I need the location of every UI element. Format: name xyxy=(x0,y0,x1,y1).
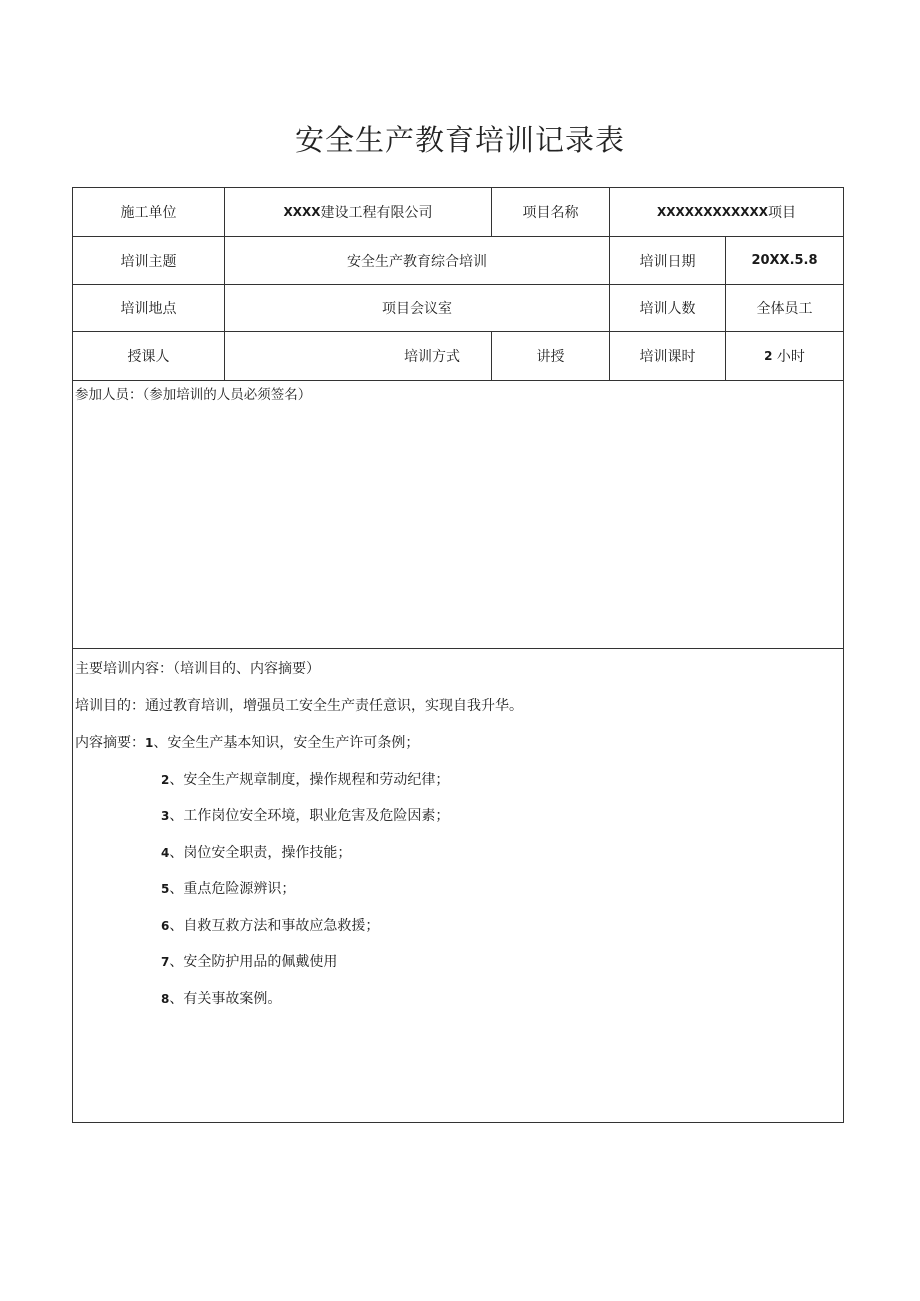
participants-label: 参加人员：（参加培训的人员必须签名） xyxy=(75,387,312,403)
location-value: 项目会议室 xyxy=(382,301,452,317)
project-name-label: 项目名称 xyxy=(522,205,579,221)
item-number: 3 xyxy=(161,809,170,823)
construction-unit-name: 建设工程有限公司 xyxy=(320,205,433,221)
item-number: 1 xyxy=(145,736,154,750)
item-text: 、安全生产基本知识，安全生产许可条例； xyxy=(153,735,420,751)
item-text: 、安全防护用品的佩戴使用 xyxy=(169,954,338,970)
headcount-value: 全体员工 xyxy=(756,301,813,317)
hours-number: 2 xyxy=(764,349,773,363)
hours-unit: 小时 xyxy=(776,349,805,365)
item-text: 、安全生产规章制度，操作规程和劳动纪律； xyxy=(169,772,450,788)
topic-value: 安全生产教育综合培训 xyxy=(347,253,487,270)
page-title: 安全生产教育培训记录表 xyxy=(294,123,625,157)
headcount-label: 培训人数 xyxy=(639,301,696,317)
summary-item-1 xyxy=(75,732,419,752)
location-label: 培训地点 xyxy=(120,301,177,317)
summary-item-7 xyxy=(161,951,337,971)
construction-unit-value xyxy=(225,188,491,236)
project-name-value xyxy=(610,188,843,236)
item-text: 、有关事故案例。 xyxy=(169,991,282,1007)
item-number: 2 xyxy=(161,773,170,787)
item-text: 、工作岗位安全环境，职业危害及危险因素； xyxy=(169,808,450,824)
method-value: 讲授 xyxy=(536,349,565,365)
row-divider xyxy=(73,380,843,381)
training-record-form xyxy=(72,187,844,1123)
row-divider xyxy=(73,648,843,649)
summary-label: 内容摘要： xyxy=(75,735,145,751)
hours-value xyxy=(726,332,843,380)
item-number: 7 xyxy=(161,955,170,969)
summary-item-6 xyxy=(161,915,379,935)
item-number: 6 xyxy=(161,919,170,933)
construction-unit-code: XXXX xyxy=(283,205,321,219)
topic-label: 培训主题 xyxy=(120,253,177,270)
instructor-label: 授课人 xyxy=(127,349,170,365)
item-number: 4 xyxy=(161,846,170,860)
project-suffix: 项目 xyxy=(768,205,797,221)
summary-item-8 xyxy=(161,988,281,1008)
content-heading: 主要培训内容：（培训目的、内容摘要） xyxy=(75,661,320,677)
summary-item-5 xyxy=(161,878,295,898)
item-number: 5 xyxy=(161,882,170,896)
summary-item-4 xyxy=(161,842,351,862)
project-code: XXXXXXXXXXXX xyxy=(656,205,769,219)
item-text: 、重点危险源辨识； xyxy=(169,881,296,897)
item-text: 、自救互救方法和事故应急救援； xyxy=(169,918,380,934)
construction-unit-label: 施工单位 xyxy=(120,205,177,221)
hours-label: 培训课时 xyxy=(639,349,696,365)
summary-item-3 xyxy=(161,805,449,825)
method-label: 培训方式 xyxy=(404,349,460,365)
date-value: 20XX.5.8 xyxy=(751,253,818,268)
training-purpose: 培训目的：通过教育培训，增强员工安全生产责任意识，实现自我升华。 xyxy=(75,698,523,714)
summary-item-2 xyxy=(161,769,449,789)
item-number: 8 xyxy=(161,992,170,1006)
item-text: 、岗位安全职责，操作技能； xyxy=(169,845,352,861)
date-label: 培训日期 xyxy=(639,253,696,270)
